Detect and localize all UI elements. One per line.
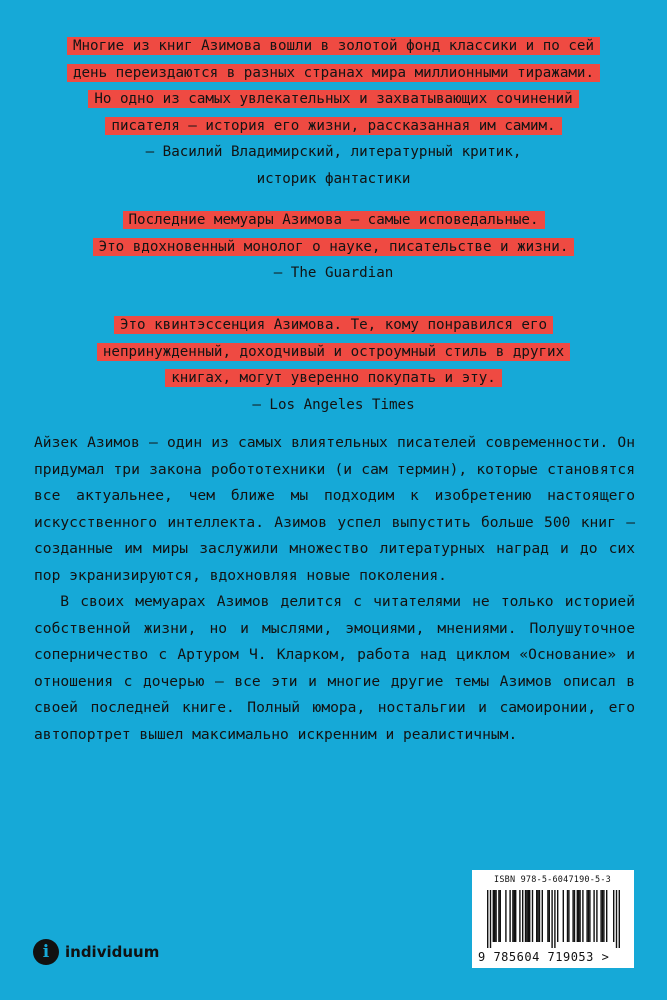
publisher-icon: i: [33, 939, 59, 965]
quote-line: Это вдохновенный монолог о науке, писательстве и жизни.: [0, 235, 667, 262]
quote-attribution: — Василий Владимирский, литературный критик,: [145, 144, 522, 160]
barcode-bar: [519, 890, 520, 942]
quote-line: Это квинтэссенция Азимова. Те, кому понравился его: [0, 313, 667, 340]
annotation-text: [34, 430, 635, 748]
barcode-bar: [509, 890, 510, 942]
body-paragraph: Айзек Азимов — один из самых влиятельных писателей современности. Он придумал три закона робототехники (и сам термин), которые становятся все актуальнее, чем ближе мы подходим к изобретению настоящего искусственного интеллекта. Азимов успел выпустить больше 500 книг — созданные им миры заслужили множество литературных наград и до сих пор экранизируются, вдохновляя новые поколения.: [34, 434, 635, 584]
barcode-bar: [514, 890, 515, 942]
barcode-bar: [563, 890, 564, 942]
barcode-bar: [579, 890, 580, 942]
publisher-name: individuum: [65, 943, 160, 961]
barcode-bar: [619, 890, 620, 948]
barcode-bar: [616, 890, 617, 948]
barcode-bar: [515, 890, 516, 942]
barcode-bars: [482, 890, 624, 948]
quote-line: книгах, могут уверенно покупать и эту.: [0, 366, 667, 393]
quote-line: Многие из книг Азимова вошли в золотой фонд классики и по сей: [0, 34, 667, 61]
barcode-bar: [586, 890, 587, 942]
barcode-bar: [613, 890, 614, 942]
barcode-bar: [557, 890, 558, 942]
barcode-bar: [574, 890, 575, 942]
barcode-bar: [487, 890, 488, 948]
barcode-bar: [551, 890, 552, 948]
body-paragraph: В своих мемуарах Азимов делится с читателями не только историей собственной жизни, но и мыслями, эмоциями, мнениями. Полушуточное соперничество с Артуром Ч. Кларком, работа над циклом «Основание» и отношения с дочерью — все эти и многие другие темы Азимов описал в своей последней книге. Полный юмора, ностальгии и самоиронии, его автопортрет вышел максимально искренним и реалистичным.: [34, 593, 635, 743]
barcode-bar: [588, 890, 589, 942]
barcode-bar: [505, 890, 506, 942]
barcode-bar: [512, 890, 513, 942]
barcode-bar: [578, 890, 579, 942]
barcode-bar: [568, 890, 569, 942]
barcode-bar: [549, 890, 550, 942]
barcode-bar: [600, 890, 601, 942]
barcode-bar: [528, 890, 529, 942]
barcode-bar: [602, 890, 603, 942]
barcode-bar: [589, 890, 590, 942]
barcode-bar: [536, 890, 537, 942]
barcode-bar: [494, 890, 495, 942]
barcode-bar: [572, 890, 573, 942]
isbn-label: ISBN 978-5-6047190-5-3: [494, 875, 611, 885]
barcode-bar: [539, 890, 540, 942]
barcode-bar: [593, 890, 594, 942]
barcode-bar: [606, 890, 607, 942]
quote-line: непринужденный, доходчивый и остроумный стиль в других: [0, 340, 667, 367]
barcode-bar: [525, 890, 526, 942]
barcode-bar: [554, 890, 555, 948]
barcode-bar: [500, 890, 501, 942]
barcode-bar: [522, 890, 523, 942]
quote-line: писателя — история его жизни, рассказанная им самим.: [0, 114, 667, 141]
barcode-bar: [547, 890, 548, 942]
quote-line: Но одно из самых увлекательных и захватывающих сочинений: [0, 87, 667, 114]
barcode-bar: [493, 890, 494, 942]
barcode-bar: [532, 890, 533, 942]
publisher-logo: [33, 938, 159, 966]
barcode-bar: [490, 890, 491, 948]
quote-line: Последние мемуары Азимова — самые исповедальные.: [0, 208, 667, 235]
barcode-bar: [567, 890, 568, 942]
quote-attribution: историк фантастики: [256, 170, 411, 187]
barcode-bar: [529, 890, 530, 942]
barcode-digits: 9 785604 719053 >: [478, 950, 610, 964]
barcode-bar: [596, 890, 597, 942]
quote-1: [0, 34, 667, 193]
barcode-bar: [577, 890, 578, 942]
quote-attribution: — Los Angeles Times: [252, 396, 415, 413]
barcode-bar: [603, 890, 604, 942]
barcode-bar: [526, 890, 527, 942]
barcode-bar: [542, 890, 543, 942]
barcode-bar: [582, 890, 583, 942]
quote-line: день переиздаются в разных странах мира миллионными тиражами.: [0, 61, 667, 88]
quote-2: [0, 208, 667, 288]
quote-3: [0, 313, 667, 419]
barcode-bar: [537, 890, 538, 942]
isbn-barcode: [472, 870, 634, 968]
barcode-bar: [495, 890, 496, 942]
quote-attribution: — The Guardian: [273, 265, 394, 281]
barcode-bar: [498, 890, 499, 942]
